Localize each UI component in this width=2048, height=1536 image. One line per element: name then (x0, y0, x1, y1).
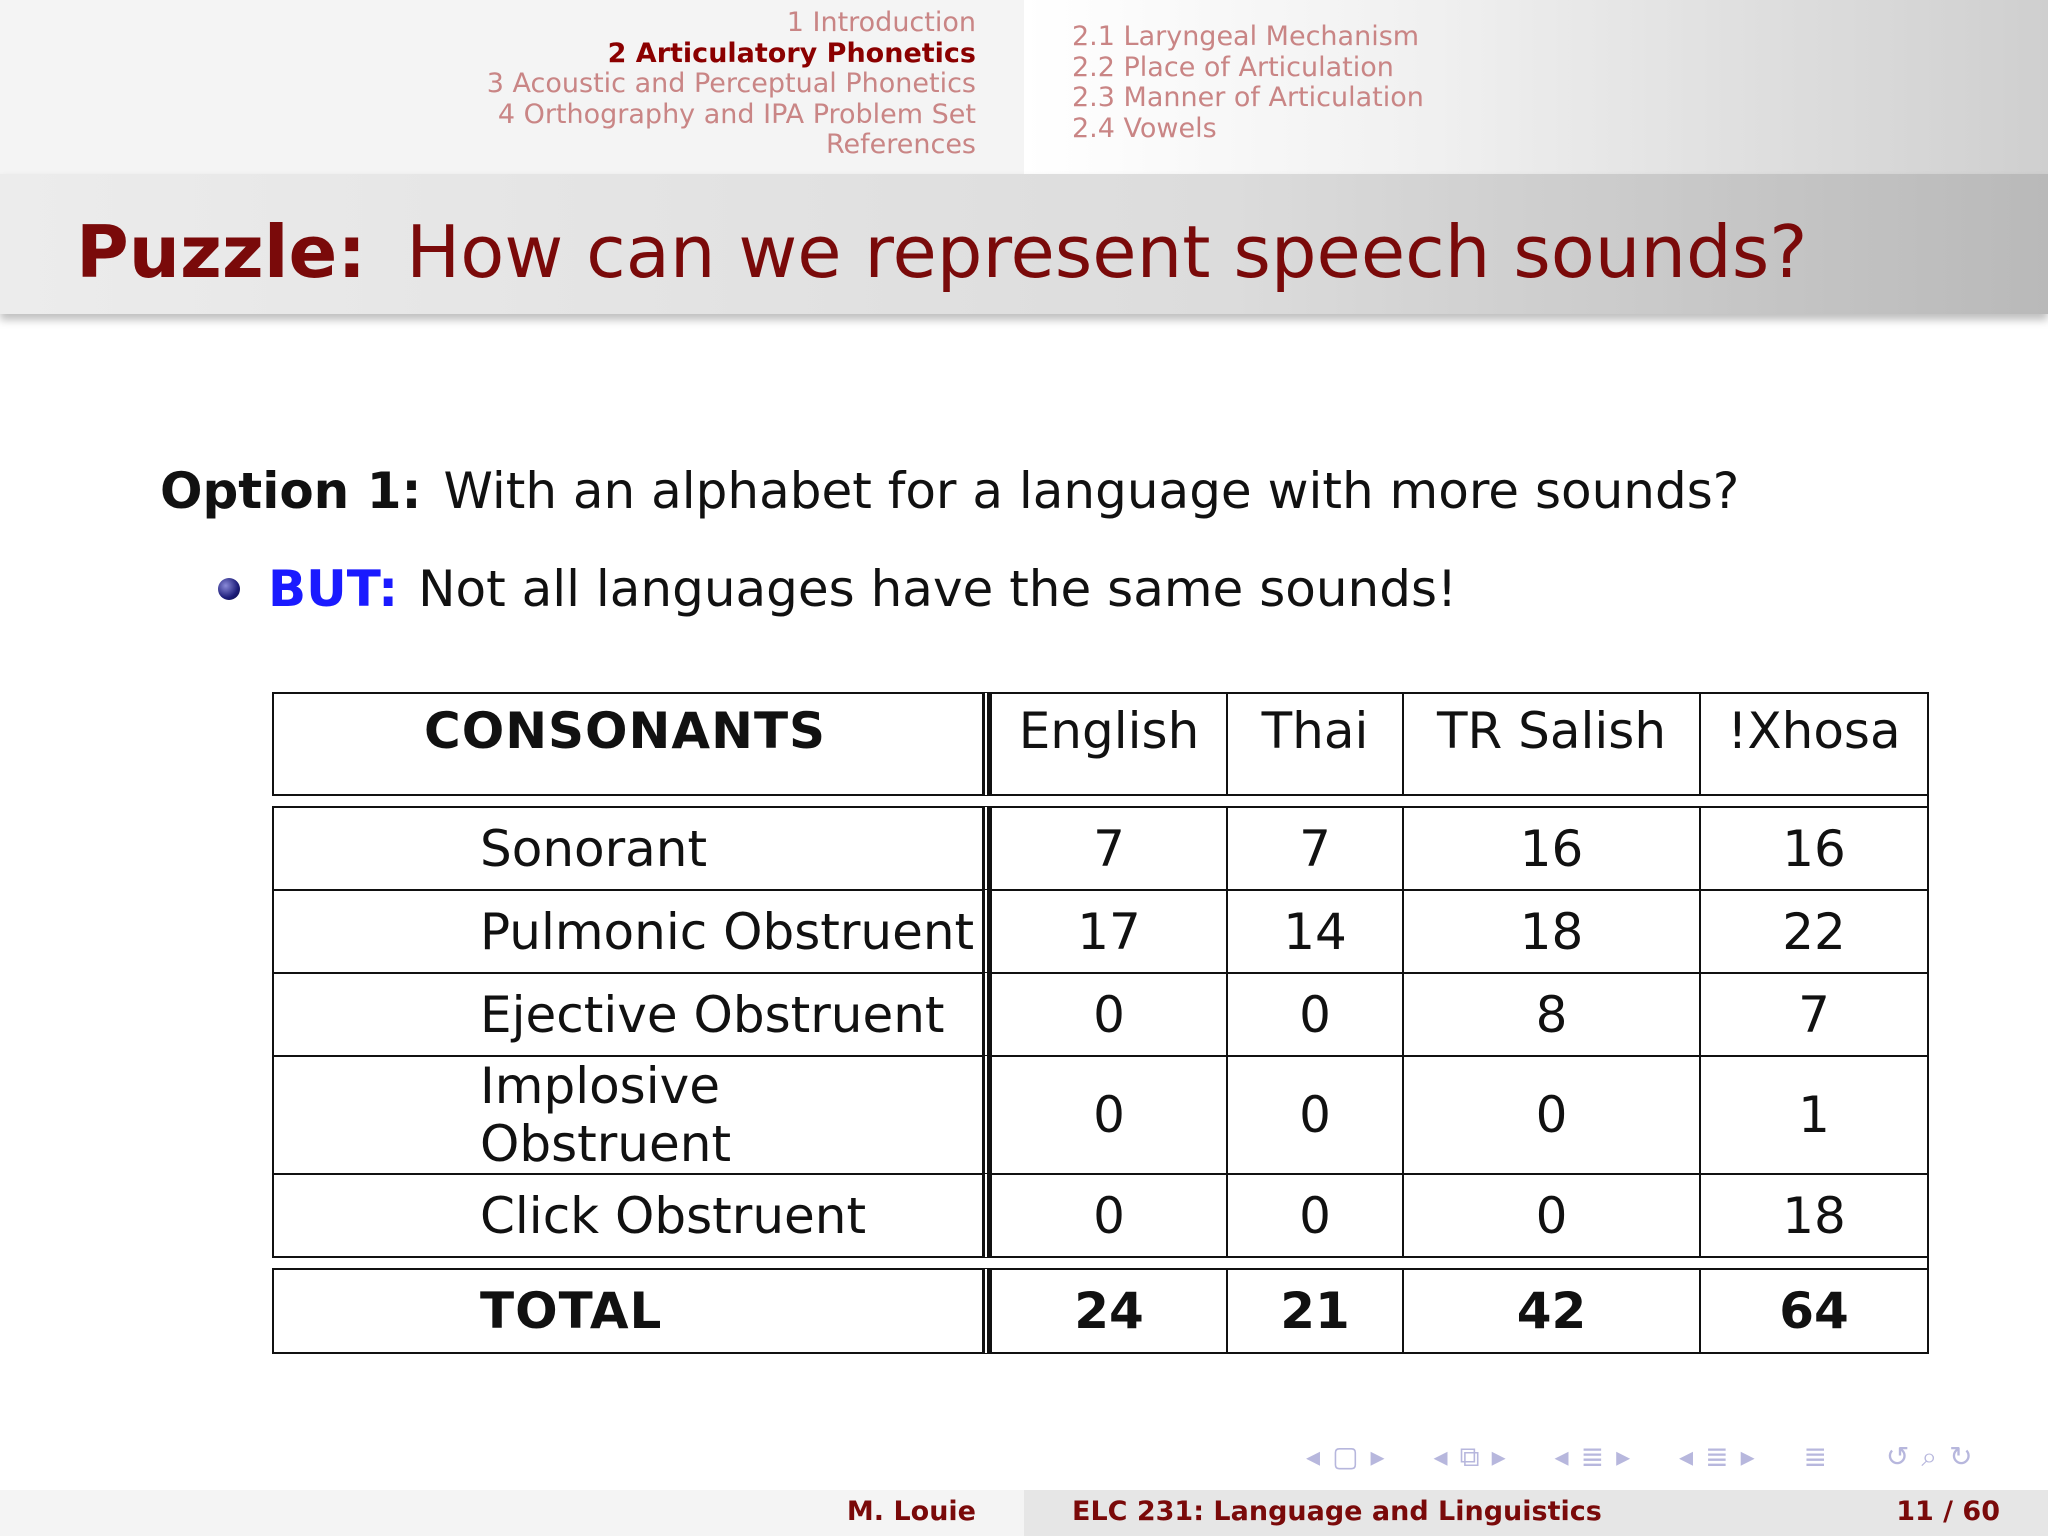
table-cell: 18 (1402, 889, 1699, 972)
title-lead: Puzzle: (76, 210, 367, 294)
table-cell: 16 (1699, 806, 1929, 889)
table-gap (272, 1258, 1929, 1268)
footer-right (1024, 1490, 2048, 1536)
consonant-table (272, 692, 1929, 1354)
next-subsection-icon[interactable]: ▸ (1740, 1440, 1755, 1473)
bullet-item (218, 560, 1457, 618)
slide-title (76, 210, 1807, 294)
row-label: Click Obstruent (272, 1173, 990, 1258)
bullet-text: Not all languages have the same sounds! (418, 560, 1458, 618)
bullet-lead: BUT: (268, 560, 399, 618)
table-cell: 16 (1402, 806, 1699, 889)
nav-subsection-vowels[interactable]: 2.4 Vowels (1072, 112, 1217, 144)
table-cell: 18 (1699, 1173, 1929, 1258)
option-text: With an alphabet for a language with more sounds? (443, 462, 1740, 520)
beamer-navigation-symbols (1306, 1440, 1985, 1474)
table-row (272, 889, 1929, 972)
prev-slide-icon[interactable]: ◂ (1433, 1440, 1448, 1473)
column-header-thai: Thai (1226, 692, 1402, 796)
total-cell: 21 (1226, 1268, 1402, 1354)
total-cell: 24 (990, 1268, 1226, 1354)
table-cell: 0 (990, 1173, 1226, 1258)
column-header-tr-salish: TR Salish (1402, 692, 1699, 796)
next-frame-icon[interactable]: ▸ (1370, 1440, 1385, 1473)
table-cell: 0 (990, 972, 1226, 1055)
table-cell: 22 (1699, 889, 1929, 972)
prev-frame-icon[interactable]: ◂ (1306, 1440, 1321, 1473)
row-label: Sonorant (272, 806, 990, 889)
table-cell: 7 (990, 806, 1226, 889)
row-label: Pulmonic Obstruent (272, 889, 990, 972)
frame-icon[interactable]: ▢ (1332, 1440, 1359, 1473)
subsection-navigation (1024, 0, 2048, 174)
section-icon[interactable]: ≣ (1580, 1440, 1605, 1473)
table-cell: 0 (1226, 1173, 1402, 1258)
table-cell: 7 (1226, 806, 1402, 889)
table-cell: 0 (990, 1055, 1226, 1173)
row-label: Implosive Obstruent (272, 1055, 990, 1173)
table-cell: 0 (1226, 1055, 1402, 1173)
table-header-row (272, 692, 1929, 796)
subsection-icon[interactable]: ≣ (1705, 1440, 1729, 1473)
table-cell: 17 (990, 889, 1226, 972)
next-slide-icon[interactable]: ▸ (1491, 1440, 1506, 1473)
column-header-english: English (990, 692, 1226, 796)
subsection-list (1072, 22, 1424, 144)
table-total-row (272, 1268, 1929, 1354)
slide-icon[interactable]: ⧉ (1459, 1440, 1480, 1473)
option-lead: Option 1: (160, 462, 422, 520)
prev-section-icon[interactable]: ◂ (1554, 1440, 1569, 1473)
total-cell: 42 (1402, 1268, 1699, 1354)
nav-section-orthography-ipa[interactable]: 4 Orthography and IPA Problem Set (497, 98, 976, 130)
table-row (272, 972, 1929, 1055)
table-row (272, 806, 1929, 889)
table-cell: 8 (1402, 972, 1699, 1055)
bullet-icon (218, 578, 240, 600)
table-cell: 0 (1402, 1173, 1699, 1258)
nav-section-articulatory-phonetics[interactable]: 2 Articulatory Phonetics (607, 37, 976, 69)
option-statement (160, 462, 1739, 520)
footer-course-title: ELC 231: Language and Linguistics (1072, 1496, 1602, 1527)
table-cell: 0 (1226, 972, 1402, 1055)
table-cell: 0 (1402, 1055, 1699, 1173)
prev-subsection-icon[interactable]: ◂ (1679, 1440, 1694, 1473)
total-cell: 64 (1699, 1268, 1929, 1354)
section-list (487, 8, 976, 161)
title-rest: How can we represent speech sounds? (406, 210, 1808, 294)
outline-icon[interactable]: ≣ (1803, 1440, 1827, 1473)
search-icon[interactable]: ⌕ (1921, 1440, 1938, 1473)
table-gap (272, 796, 1929, 806)
table-cell: 1 (1699, 1055, 1929, 1173)
table-row (272, 1173, 1929, 1258)
table-cell: 7 (1699, 972, 1929, 1055)
footer-page-number: 11 / 60 (1896, 1496, 2000, 1527)
nav-subsection-place[interactable]: 2.2 Place of Articulation (1072, 51, 1394, 83)
nav-section-references[interactable]: References (825, 129, 976, 160)
total-label: TOTAL (272, 1268, 990, 1354)
nav-subsection-manner[interactable]: 2.3 Manner of Articulation (1072, 82, 1424, 113)
column-header-consonants: CONSONANTS (272, 692, 990, 796)
back-icon[interactable]: ↺ (1885, 1440, 1910, 1473)
section-navigation (0, 0, 1024, 174)
nav-section-introduction[interactable]: 1 Introduction (786, 7, 976, 38)
table-row (272, 1055, 1929, 1173)
footer-author: M. Louie (846, 1496, 976, 1527)
nav-subsection-laryngeal[interactable]: 2.1 Laryngeal Mechanism (1072, 21, 1420, 52)
forward-icon[interactable]: ↻ (1949, 1440, 1973, 1473)
slide-title-bar (0, 174, 2048, 314)
row-label: Ejective Obstruent (272, 972, 990, 1055)
footer-left (0, 1490, 1024, 1536)
next-section-icon[interactable]: ▸ (1616, 1440, 1631, 1473)
nav-section-acoustic-phonetics[interactable]: 3 Acoustic and Perceptual Phonetics (486, 68, 976, 99)
column-header-xhosa: !Xhosa (1699, 692, 1929, 796)
table-cell: 14 (1226, 889, 1402, 972)
